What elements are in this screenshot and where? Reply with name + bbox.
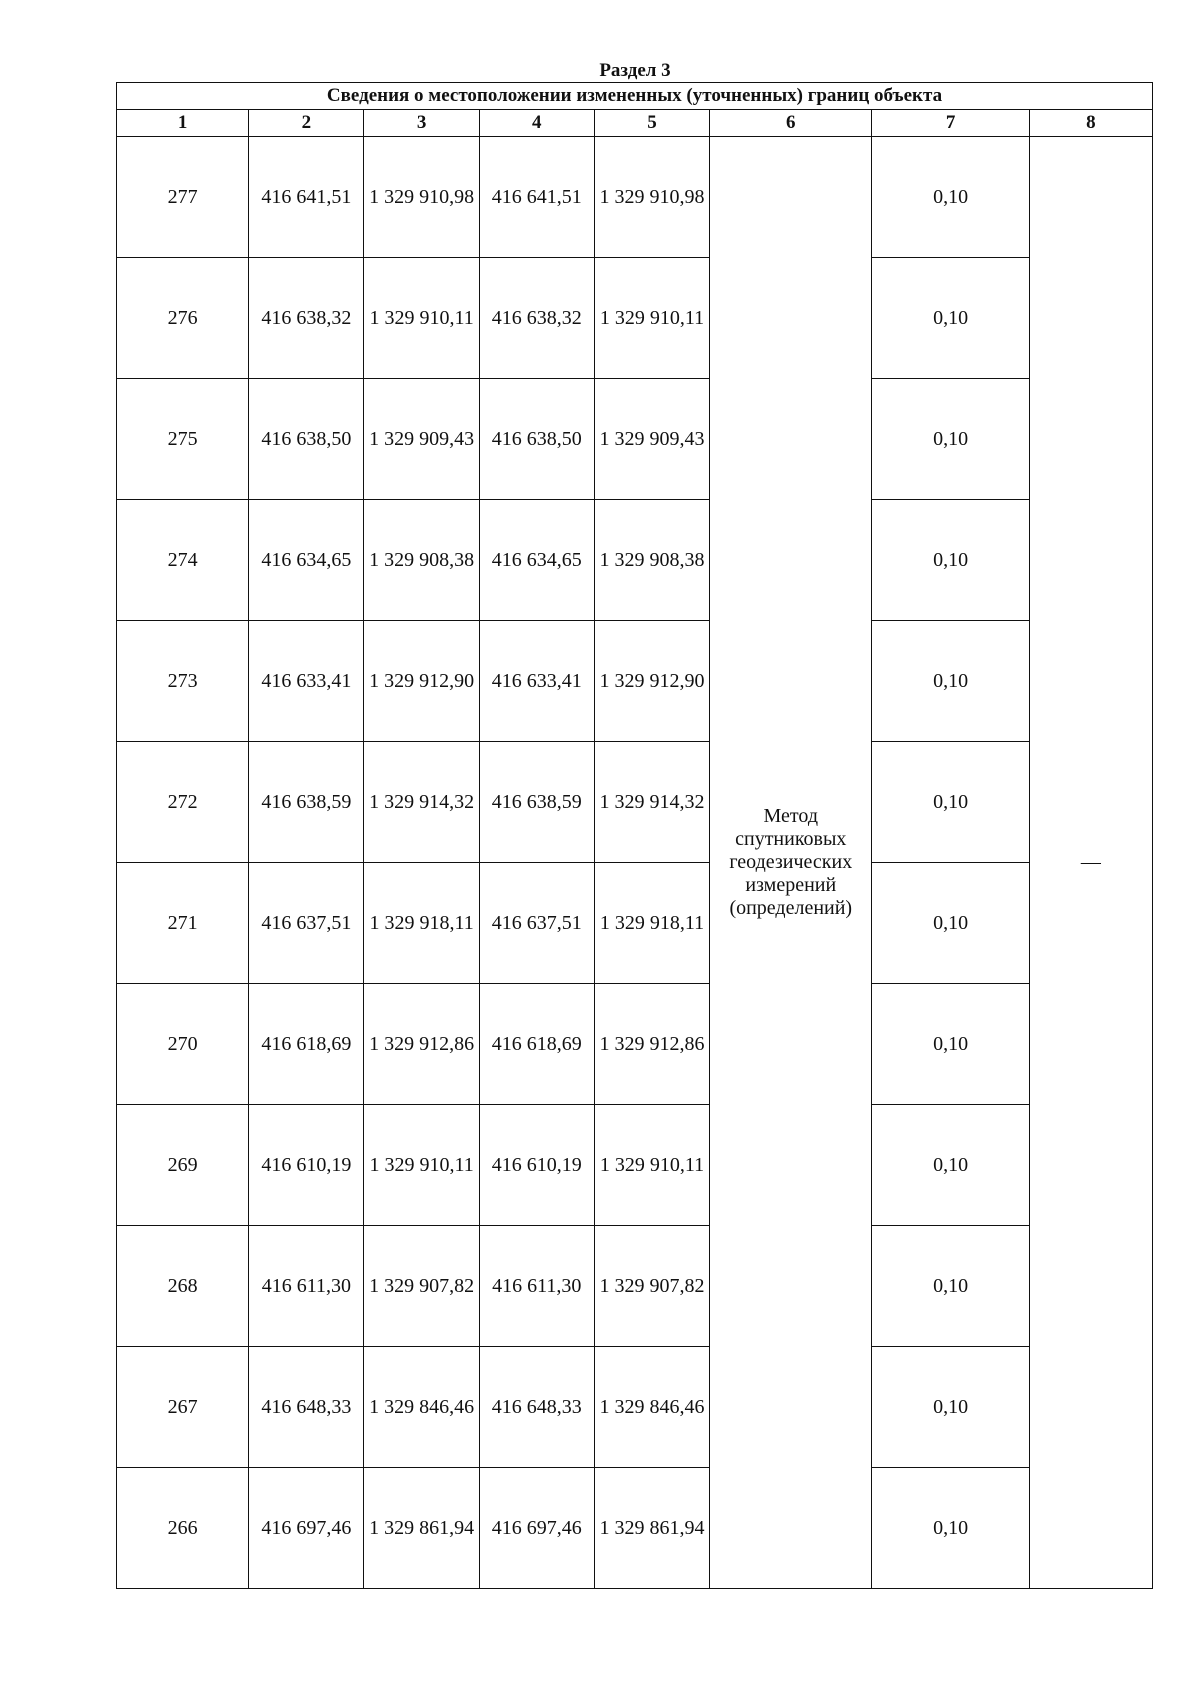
column-number: 7 [872, 110, 1029, 137]
table-row [117, 1468, 1153, 1589]
point-number-cell: 268 [117, 1226, 249, 1347]
column-number: 8 [1029, 110, 1152, 137]
table-row [117, 1347, 1153, 1468]
x-refined-cell: 416 638,50 [479, 379, 594, 500]
y-refined-cell: 1 329 918,11 [594, 863, 709, 984]
x-existing-cell: 416 611,30 [249, 1226, 364, 1347]
boundary-coordinates-table [116, 82, 1153, 1589]
precision-cell: 0,10 [872, 1105, 1029, 1226]
precision-cell: 0,10 [872, 863, 1029, 984]
x-refined-cell: 416 648,33 [479, 1347, 594, 1468]
y-refined-cell: 1 329 861,94 [594, 1468, 709, 1589]
precision-cell: 0,10 [872, 500, 1029, 621]
x-refined-cell: 416 618,69 [479, 984, 594, 1105]
y-existing-cell: 1 329 910,11 [364, 1105, 479, 1226]
x-existing-cell: 416 697,46 [249, 1468, 364, 1589]
x-refined-cell: 416 633,41 [479, 621, 594, 742]
table-row [117, 379, 1153, 500]
y-existing-cell: 1 329 912,86 [364, 984, 479, 1105]
column-number: 3 [364, 110, 479, 137]
table-body [117, 137, 1153, 1589]
precision-cell: 0,10 [872, 984, 1029, 1105]
precision-cell: 0,10 [872, 1347, 1029, 1468]
y-existing-cell: 1 329 910,98 [364, 137, 479, 258]
x-existing-cell: 416 637,51 [249, 863, 364, 984]
table-row [117, 863, 1153, 984]
x-refined-cell: 416 611,30 [479, 1226, 594, 1347]
y-refined-cell: 1 329 846,46 [594, 1347, 709, 1468]
precision-cell: 0,10 [872, 1226, 1029, 1347]
y-refined-cell: 1 329 910,11 [594, 1105, 709, 1226]
point-number-cell: 277 [117, 137, 249, 258]
x-existing-cell: 416 641,51 [249, 137, 364, 258]
point-number-cell: 266 [117, 1468, 249, 1589]
x-existing-cell: 416 633,41 [249, 621, 364, 742]
precision-cell: 0,10 [872, 621, 1029, 742]
column-number: 6 [710, 110, 872, 137]
y-existing-cell: 1 329 910,11 [364, 258, 479, 379]
y-existing-cell: 1 329 908,38 [364, 500, 479, 621]
precision-cell: 0,10 [872, 742, 1029, 863]
y-refined-cell: 1 329 907,82 [594, 1226, 709, 1347]
x-existing-cell: 416 634,65 [249, 500, 364, 621]
x-existing-cell: 416 638,50 [249, 379, 364, 500]
precision-cell: 0,10 [872, 258, 1029, 379]
column-number: 4 [479, 110, 594, 137]
table-row [117, 500, 1153, 621]
point-number-cell: 270 [117, 984, 249, 1105]
y-refined-cell: 1 329 908,38 [594, 500, 709, 621]
point-number-cell: 272 [117, 742, 249, 863]
y-refined-cell: 1 329 914,32 [594, 742, 709, 863]
method-cell [710, 137, 872, 1589]
x-existing-cell: 416 618,69 [249, 984, 364, 1105]
method-line: измерений [745, 874, 837, 896]
y-existing-cell: 1 329 918,11 [364, 863, 479, 984]
x-refined-cell: 416 697,46 [479, 1468, 594, 1589]
y-existing-cell: 1 329 861,94 [364, 1468, 479, 1589]
x-refined-cell: 416 610,19 [479, 1105, 594, 1226]
point-number-cell: 275 [117, 379, 249, 500]
x-existing-cell: 416 638,32 [249, 258, 364, 379]
y-refined-cell: 1 329 912,86 [594, 984, 709, 1105]
table-row [117, 621, 1153, 742]
y-refined-cell: 1 329 910,11 [594, 258, 709, 379]
point-number-cell: 276 [117, 258, 249, 379]
y-existing-cell: 1 329 909,43 [364, 379, 479, 500]
x-existing-cell: 416 638,59 [249, 742, 364, 863]
table-row [117, 1105, 1153, 1226]
table-row [117, 742, 1153, 863]
table-caption-row [117, 83, 1153, 110]
table-caption: Сведения о местоположении измененных (уточненных) границ объекта [117, 83, 1153, 110]
point-number-cell: 274 [117, 500, 249, 621]
column-number: 1 [117, 110, 249, 137]
method-line: спутниковых [735, 828, 847, 850]
point-number-cell: 269 [117, 1105, 249, 1226]
point-number-cell: 273 [117, 621, 249, 742]
method-line: геодезических [729, 851, 853, 873]
column-number: 5 [594, 110, 709, 137]
point-number-cell: 267 [117, 1347, 249, 1468]
column8-dash-cell: — [1029, 137, 1152, 1589]
table-row [117, 258, 1153, 379]
y-refined-cell: 1 329 909,43 [594, 379, 709, 500]
x-refined-cell: 416 638,59 [479, 742, 594, 863]
table-row [117, 137, 1153, 258]
x-refined-cell: 416 641,51 [479, 137, 594, 258]
table-row [117, 1226, 1153, 1347]
x-refined-cell: 416 634,65 [479, 500, 594, 621]
x-existing-cell: 416 610,19 [249, 1105, 364, 1226]
table-row [117, 984, 1153, 1105]
y-refined-cell: 1 329 910,98 [594, 137, 709, 258]
column-number: 2 [249, 110, 364, 137]
y-existing-cell: 1 329 846,46 [364, 1347, 479, 1468]
precision-cell: 0,10 [872, 1468, 1029, 1589]
y-refined-cell: 1 329 912,90 [594, 621, 709, 742]
y-existing-cell: 1 329 912,90 [364, 621, 479, 742]
x-refined-cell: 416 637,51 [479, 863, 594, 984]
x-refined-cell: 416 638,32 [479, 258, 594, 379]
precision-cell: 0,10 [872, 379, 1029, 500]
y-existing-cell: 1 329 914,32 [364, 742, 479, 863]
section-title: Раздел 3 [599, 60, 671, 81]
y-existing-cell: 1 329 907,82 [364, 1226, 479, 1347]
column-number-row [117, 110, 1153, 137]
point-number-cell: 271 [117, 863, 249, 984]
method-line: Метод [763, 805, 819, 827]
precision-cell: 0,10 [872, 137, 1029, 258]
method-line: (определений) [729, 897, 853, 919]
x-existing-cell: 416 648,33 [249, 1347, 364, 1468]
